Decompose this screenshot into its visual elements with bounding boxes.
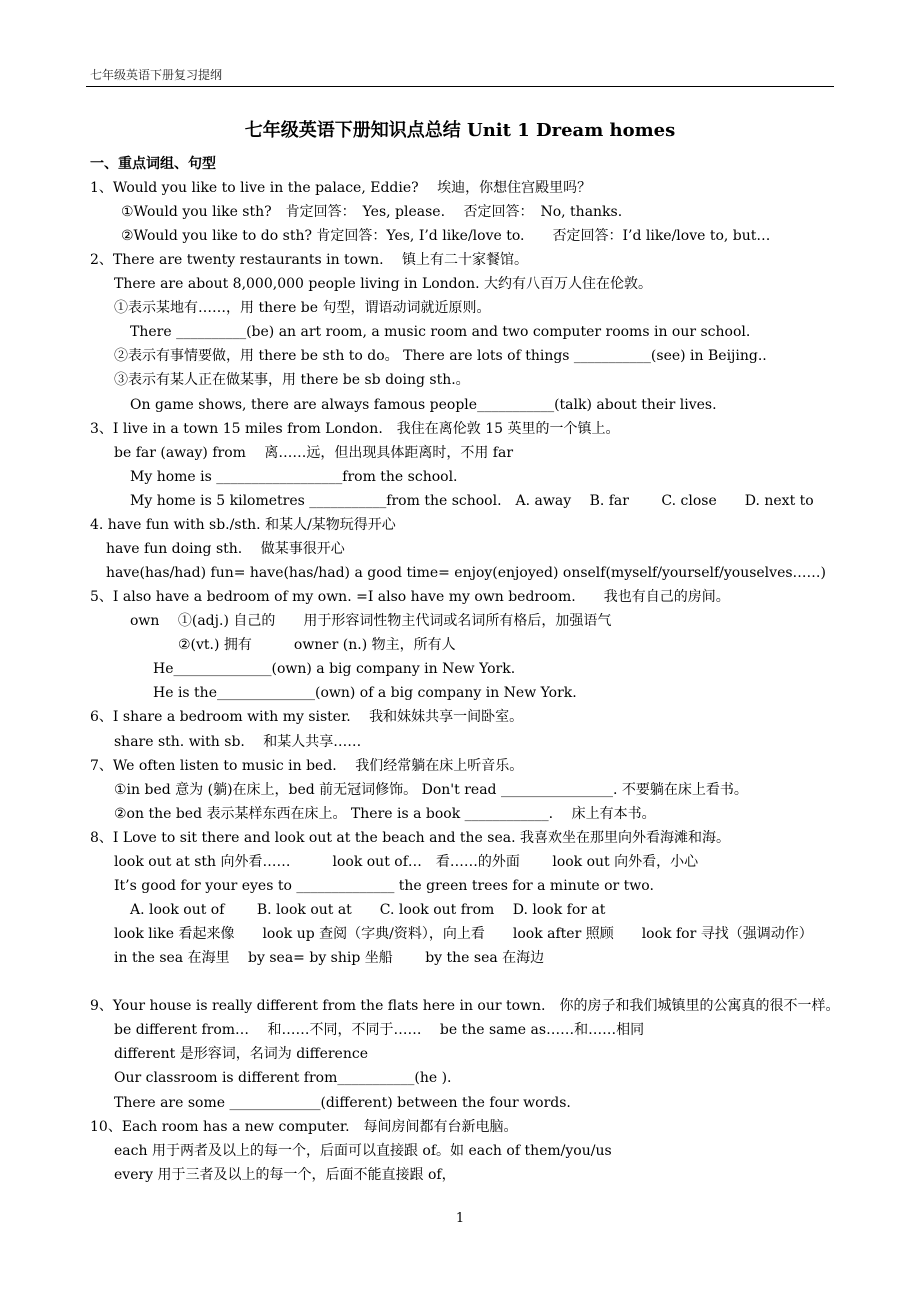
text-line: ②on the bed 表示某样东西在床上。 There is a book ____________. 床上有本书。 (114, 806, 656, 822)
text-line: 2、There are twenty restaurants in town. 镇上有二十家餐馆。 (90, 252, 529, 268)
text-line: ①Would you like sth? 肯定回答： Yes, please. 否定回答： No, thanks. (121, 204, 623, 220)
page-number: 1 (455, 1211, 465, 1226)
document-title: 七年级英语下册知识点总结 Unit 1 Dream homes (244, 120, 676, 141)
text-line: 5、I also have a bedroom of my own. =I also have my own bedroom. 我也有自己的房间。 (90, 589, 730, 605)
text-line: 1、Would you like to live in the palace, Eddie? 埃迪，你想住宫殿里吗？ (90, 180, 592, 196)
text-line: each 用于两者及以上的每一个，后面可以直接跟 of。如 each of them/you/us (114, 1143, 612, 1159)
text-line: 9、Your house is really different from the flats here in our town. 你的房子和我们城镇里的公寓真的很不一样。 (90, 998, 840, 1014)
text-line: There are about 8,000,000 people living in London. 大约有八百万人住在伦敦。 (114, 276, 652, 292)
text-line: 7、We often listen to music in bed. 我们经常躺在床上听音乐。 (90, 758, 524, 774)
text-line: ①in bed 意为 (躺)在床上，bed 前无冠词修饰。 Don't read ________________. 不要躺在床上看书。 (114, 782, 748, 798)
text-line: A. look out of B. look out at C. look out from D. look for at (130, 902, 606, 918)
text-line: 4. have fun with sb./sth. 和某人/某物玩得开心 (90, 517, 396, 533)
text-line: ②表示有事情要做，用 there be sth to do。 There are lots of things ___________(see) in Beijing.. (114, 348, 767, 364)
text-line: different 是形容词，名词为 difference (114, 1046, 368, 1062)
text-line: It’s good for your eyes to ______________ the green trees for a minute or two. (114, 878, 654, 894)
text-line: ①表示某地有……，用 there be 句型，谓语动词就近原则。 (114, 300, 491, 316)
text-line: be different from… 和……不同，不同于…… be the same as……和……相同 (114, 1022, 645, 1038)
text-line: ②Would you like to do sth? 肯定回答：Yes, I’d like/love to. 否定回答：I’d like/love to, but… (121, 228, 771, 244)
text-line: 3、I live in a town 15 miles from London. 我住在离伦敦 15 英里的一个镇上。 (90, 421, 620, 437)
text-line: On game shows, there are always famous people___________(talk) about their lives. (130, 397, 717, 413)
text-line: look like 看起来像 look up 查阅（字典/资料），向上看 look after 照顾 look for 寻找（强调动作） (114, 926, 813, 942)
text-line: My home is 5 kilometres ___________from the school. A. away B. far C. close D. next to (130, 493, 814, 509)
text-line: He is the______________(own) of a big company in New York. (153, 685, 577, 701)
text-line: share sth. with sb. 和某人共享…… (114, 734, 362, 750)
running-header: 七年级英语下册复习提纲 (90, 68, 223, 82)
section-heading: 一、重点词组、句型 (90, 156, 216, 172)
text-line: be far (away) from 离……远，但出现具体距离时，不用 far (114, 445, 514, 461)
text-line: in the sea 在海里 by sea= by ship 坐船 by the sea 在海边 (114, 950, 545, 966)
header-rule (86, 86, 834, 87)
text-line: ③表示有某人正在做某事，用 there be sb doing sth.。 (114, 372, 470, 388)
text-line: He______________(own) a big company in New York. (153, 661, 516, 677)
text-line: There are some _____________(different) between the four words. (114, 1095, 571, 1111)
text-line: have(has/had) fun= have(has/had) a good time= enjoy(enjoyed) onself(myself/yourself/youselves……) (106, 565, 826, 581)
text-line: 8、I Love to sit there and look out at the beach and the sea. 我喜欢坐在那里向外看海滩和海。 (90, 830, 730, 846)
text-line: 6、I share a bedroom with my sister. 我和妹妹共享一间卧室。 (90, 709, 524, 725)
text-line: There __________(be) an art room, a music room and two computer rooms in our school. (130, 324, 751, 340)
text-line: My home is __________________from the school. (130, 469, 458, 485)
text-line: own ①(adj.) 自己的 用于形容词性物主代词或名词所有格后，加强语气 (130, 613, 612, 629)
text-line: have fun doing sth. 做某事很开心 (106, 541, 345, 557)
text-line: ②(vt.) 拥有 owner (n.) 物主，所有人 (178, 637, 456, 653)
text-line: every 用于三者及以上的每一个，后面不能直接跟 of， (114, 1167, 456, 1183)
text-line: 10、Each room has a new computer. 每间房间都有台新电脑。 (90, 1119, 518, 1135)
text-line: Our classroom is different from___________(he ). (114, 1070, 452, 1086)
text-line: look out at sth 向外看…… look out of… 看……的外面 look out 向外看，小心 (114, 854, 699, 870)
